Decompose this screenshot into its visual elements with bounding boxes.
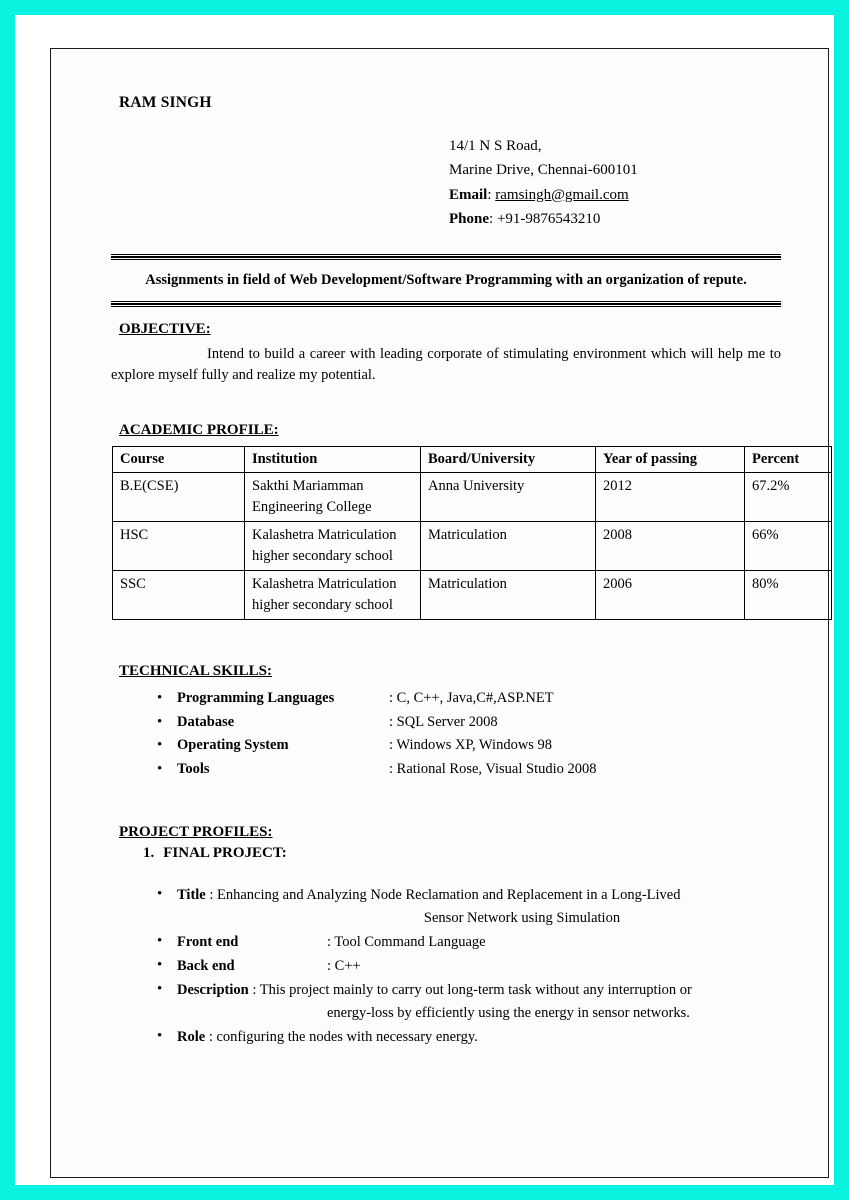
front-end-value: : Tool Command Language (327, 934, 486, 951)
cell-percent: 80% (745, 571, 832, 620)
front-end-label: Front end (177, 934, 239, 951)
column-header-institution: Institution (245, 447, 421, 473)
cell-year: 2012 (596, 473, 745, 522)
project-title-line-1: Enhancing and Analyzing Node Reclamation and Replacement in a Long-Lived (217, 887, 681, 904)
column-header-percent: Percent (745, 447, 832, 473)
academic-section (111, 421, 800, 620)
projects-heading: PROJECT PROFILES: (119, 824, 273, 841)
column-header-course: Course (113, 447, 245, 473)
projects-section (111, 823, 781, 1048)
table-header-row (113, 447, 832, 473)
contact-block (449, 134, 781, 231)
email-label: Email (449, 186, 488, 203)
banner-section (111, 254, 781, 306)
cell-year: 2006 (596, 571, 745, 620)
list-item-role (157, 1026, 781, 1049)
document-frame (50, 48, 829, 1178)
cell-percent: 66% (745, 522, 832, 571)
skills-list (111, 687, 781, 781)
description-line-1: This project mainly to carry out long-term task without any interruption or (259, 981, 692, 998)
skill-value: : Rational Rose, Visual Studio 2008 (389, 760, 597, 777)
cell-institution: Kalashetra Matriculation higher secondary school (245, 571, 421, 620)
objective-heading: OBJECTIVE: (119, 320, 211, 337)
project-title-separator: : (205, 887, 218, 904)
project-subheading: FINAL PROJECT: (163, 845, 287, 862)
candidate-name: RAM SINGH (119, 94, 212, 111)
table-row (113, 571, 832, 620)
project-details-list (111, 884, 781, 1048)
cell-board: Anna University (421, 473, 596, 522)
list-item-front-end (157, 931, 781, 954)
description-label: Description (177, 981, 249, 998)
phone-label: Phone (449, 210, 490, 227)
cell-percent: 67.2% (745, 473, 832, 522)
address-line-2: Marine Drive, Chennai-600101 (449, 162, 638, 179)
academic-table-wrap (111, 446, 800, 620)
cell-board: Matriculation (421, 571, 596, 620)
skill-value: : Windows XP, Windows 98 (389, 737, 553, 754)
skill-label: Programming Languages (177, 690, 335, 707)
skill-value: : SQL Server 2008 (389, 713, 498, 730)
document-body (111, 94, 800, 1050)
banner-rule-bottom (111, 301, 781, 307)
role-separator: : (205, 1028, 217, 1045)
email-separator: : (487, 186, 496, 203)
cell-year: 2008 (596, 522, 745, 571)
objective-body: Intend to build a career with leading corporate of stimulating environment which will help me to explore myself fully and realize my potential. (111, 345, 781, 384)
academic-heading: ACADEMIC PROFILE: (119, 422, 279, 439)
description-line-2: energy-loss by efficiently using the energy in sensor networks. (327, 1004, 690, 1021)
cell-institution: Sakthi Mariamman Engineering College (245, 473, 421, 522)
phone-value: +91-9876543210 (496, 210, 601, 227)
table-row (113, 473, 832, 522)
project-title-line-2: Sensor Network using Simulation (423, 910, 621, 927)
column-header-board: Board/University (421, 447, 596, 473)
cell-course: SSC (113, 571, 245, 620)
list-item (157, 687, 781, 710)
column-header-year: Year of passing (596, 447, 745, 473)
skill-label: Database (177, 713, 235, 730)
role-label: Role (177, 1028, 206, 1045)
phone-separator: : (489, 210, 497, 227)
cell-board: Matriculation (421, 522, 596, 571)
table-row (113, 522, 832, 571)
list-item-description (157, 979, 781, 1025)
cell-course: B.E(CSE) (113, 473, 245, 522)
page-background (15, 15, 834, 1185)
academic-table (112, 446, 832, 620)
phone-row (449, 207, 781, 231)
skills-section (111, 662, 781, 781)
cell-course: HSC (113, 522, 245, 571)
skill-label: Tools (177, 760, 210, 777)
project-title-label: Title (177, 887, 206, 904)
list-item (157, 734, 781, 757)
skill-label: Operating System (177, 737, 289, 754)
skill-value: : C, C++, Java,C#,ASP.NET (389, 690, 554, 707)
list-item (157, 758, 781, 781)
cell-institution: Kalashetra Matriculation higher secondary school (245, 522, 421, 571)
back-end-value: : C++ (327, 957, 361, 974)
objective-section (111, 320, 781, 388)
back-end-label: Back end (177, 957, 235, 974)
email-link[interactable]: ramsingh@gmail.com (495, 186, 629, 203)
email-row (449, 183, 781, 207)
project-subheading-row (143, 845, 781, 862)
project-number: 1. (143, 845, 155, 862)
objective-text (111, 344, 781, 388)
list-item-back-end (157, 955, 781, 978)
role-value: configuring the nodes with necessary energy. (216, 1028, 478, 1045)
list-item (157, 711, 781, 734)
list-item-title (157, 884, 781, 930)
objective-banner: Assignments in field of Web Development/Software Programming with an organization of repute. (145, 272, 747, 289)
address-line-1: 14/1 N S Road, (449, 138, 542, 154)
skills-heading: TECHNICAL SKILLS: (119, 663, 272, 680)
description-separator: : (248, 981, 260, 998)
